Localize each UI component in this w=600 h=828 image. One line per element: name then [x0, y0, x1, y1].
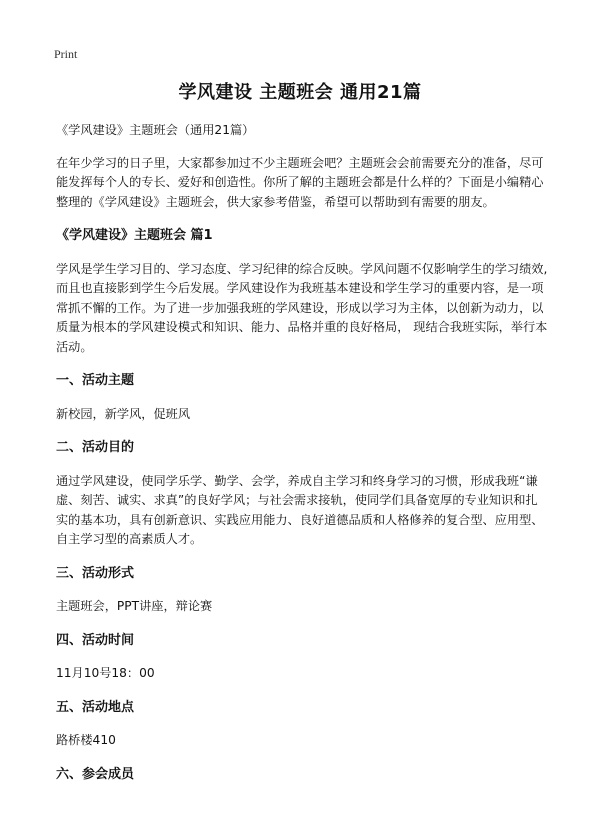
section-heading-purpose: 二、活动目的	[56, 440, 135, 455]
section-body-time: 11月10号18：00	[56, 666, 155, 680]
section-heading-time: 四、活动时间	[56, 632, 135, 648]
section-heading-participants: 六、参会成员	[56, 766, 135, 782]
section-body-format: 主题班会，PPT讲座，辩论赛	[56, 599, 213, 613]
document-title: 学风建设 主题班会 通用21篇	[178, 82, 422, 103]
section-body-theme: 新校园，新学风，促班风	[56, 406, 191, 421]
print-link[interactable]: Print	[54, 47, 78, 61]
intro-paragraph: 在年少学习的日子里，大家都参加过不少主题班会吧？主题班会会前需要充分的准备，尽可能发挥每个人的专长、爱好和创造性。你所了解的主题班会都是什么样的？下面是小编精心整理的《学风建设》主题班会，供大家参考借鉴，希望可以帮助到有需要的朋友。	[56, 155, 544, 209]
chapter-intro-paragraph: 学风是学生学习目的、学习态度、学习纪律的综合反映。学风问题不仅影响学生的学习绩效,而且也直接影到学生今后发展。学风建设作为我班基本建设和学生学习的重要内容，是一项常抓不懈的工作。为了进一步加强我班的学风建设，形成以学习为主体，以创新为动力，以质量为根本的学风建设模式和知识、能力、品格并重的良好格局， 现结合我班实际，举行本活动。	[56, 261, 548, 354]
document-body	[56, 121, 548, 798]
document-subtitle: 《学风建设》主题班会（通用21篇）	[56, 123, 255, 137]
section-heading-theme: 一、活动主题	[56, 373, 135, 388]
section-heading-format: 三、活动形式	[56, 565, 135, 581]
section-body-location: 路桥楼410	[56, 733, 116, 747]
chapter-title: 《学风建设》主题班会 篇1	[56, 228, 213, 243]
section-heading-location: 五、活动地点	[56, 699, 135, 715]
section-body-purpose: 通过学风建设，使同学乐学、勤学、会学，养成自主学习和终身学习的习惯，形成我班“谦虚、刻苦、诚实、求真”的良好学风；与社会需求接轨，使同学们具备宽厚的专业知识和扎实的基本功，具有创新意识、实践应用能力、良好道德品质和人格修养的复合型、应用型、自主学习型的高素质人才。	[56, 473, 544, 546]
